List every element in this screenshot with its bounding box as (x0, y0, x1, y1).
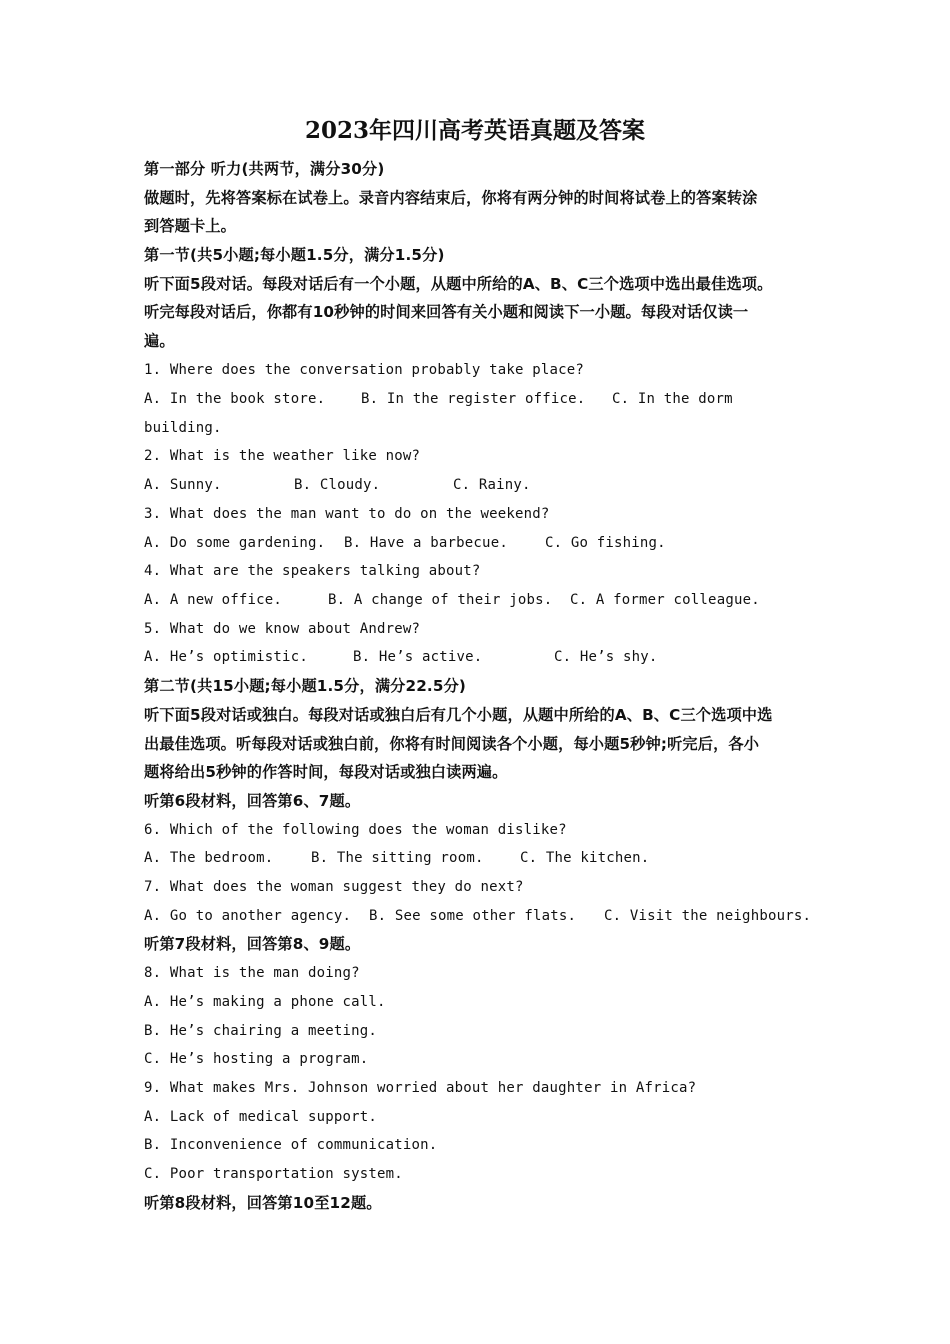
question-7-stem: 7. What does the woman suggest they do next? (144, 879, 524, 895)
question-5-option-a: A. He’s optimistic. (144, 649, 308, 665)
question-9-option-a: A. Lack of medical support. (144, 1109, 377, 1125)
question-1-stem: 1. Where does the conversation probably take place? (144, 362, 585, 378)
question-4-stem: 4. What are the speakers talking about? (144, 563, 481, 579)
section1-heading: 第一节(共5小题;每小题1.5分，满分1.5分) (144, 246, 445, 264)
material-6-heading: 听第6段材料，回答第6、7题。 (144, 792, 361, 810)
question-3-option-b: B. Have a barbecue. (344, 535, 508, 551)
question-6-stem: 6. Which of the following does the woman dislike? (144, 822, 567, 838)
section1-instruction-line-1: 听下面5段对话。每段对话后有一个小题，从题中所给的A、B、C三个选项中选出最佳选项。 (144, 275, 773, 293)
section1-instruction-line-2: 听完每段对话后，你都有10秒钟的时间来回答有关小题和阅读下一小题。每段对话仅读一 (144, 303, 749, 321)
document-title: 2023年四川高考英语真题及答案 (304, 117, 645, 144)
question-2-option-a: A. Sunny. (144, 477, 222, 493)
question-2-stem: 2. What is the weather like now? (144, 448, 421, 464)
question-3-option-c: C. Go fishing. (545, 535, 666, 551)
question-8-option-c: C. He’s hosting a program. (144, 1051, 369, 1067)
question-7-option-b: B. See some other flats. (369, 908, 577, 924)
question-2-option-c: C. Rainy. (453, 477, 531, 493)
question-1-option-a: A. In the book store. (144, 391, 326, 407)
question-4-option-c: C. A former colleague. (570, 592, 760, 608)
section2-instruction-line-1: 听下面5段对话或独白。每段对话或独白后有几个小题，从题中所给的A、B、C三个选项中选 (144, 706, 773, 724)
part1-instruction-line-2: 到答题卡上。 (144, 217, 237, 235)
question-1-option-c: C. In the dorm (612, 391, 733, 407)
part1-instruction-line-1: 做题时，先将答案标在试卷上。录音内容结束后，你将有两分钟的时间将试卷上的答案转涂 (144, 189, 758, 207)
section2-heading: 第二节(共15小题;每小题1.5分，满分22.5分) (144, 677, 466, 695)
material-7-heading: 听第7段材料，回答第8、9题。 (144, 935, 361, 953)
section2-instruction-line-2: 出最佳选项。听每段对话或独白前，你将有时间阅读各个小题，每小题5秒钟;听完后，各小 (144, 735, 760, 753)
section1-instruction-line-3: 遍。 (144, 332, 175, 350)
question-4-option-a: A. A new office. (144, 592, 283, 608)
question-7-option-c: C. Visit the neighbours. (604, 908, 812, 924)
question-4-option-b: B. A change of their jobs. (328, 592, 553, 608)
question-9-stem: 9. What makes Mrs. Johnson worried about her daughter in Africa? (144, 1080, 697, 1096)
question-3-option-a: A. Do some gardening. (144, 535, 326, 551)
question-5-stem: 5. What do we know about Andrew? (144, 621, 421, 637)
question-3-stem: 3. What does the man want to do on the weekend? (144, 506, 550, 522)
question-1-option-b: B. In the register office. (361, 391, 586, 407)
question-6-option-a: A. The bedroom. (144, 850, 274, 866)
question-8-option-a: A. He’s making a phone call. (144, 994, 386, 1010)
question-5-option-b: B. He’s active. (353, 649, 483, 665)
question-6-option-c: C. The kitchen. (520, 850, 650, 866)
part1-heading: 第一部分 听力(共两节，满分30分) (144, 160, 385, 178)
material-8-heading: 听第8段材料，回答第10至12题。 (144, 1194, 382, 1212)
question-8-option-b: B. He’s chairing a meeting. (144, 1023, 377, 1039)
question-9-option-b: B. Inconvenience of communication. (144, 1137, 438, 1153)
question-9-option-c: C. Poor transportation system. (144, 1166, 403, 1182)
question-7-option-a: A. Go to another agency. (144, 908, 352, 924)
section2-instruction-line-3: 题将给出5秒钟的作答时间，每段对话或独白读两遍。 (144, 763, 508, 781)
question-6-option-b: B. The sitting room. (311, 850, 484, 866)
question-5-option-c: C. He’s shy. (554, 649, 658, 665)
question-1-option-c-continued: building. (144, 420, 222, 436)
question-2-option-b: B. Cloudy. (294, 477, 381, 493)
question-8-stem: 8. What is the man doing? (144, 965, 360, 981)
